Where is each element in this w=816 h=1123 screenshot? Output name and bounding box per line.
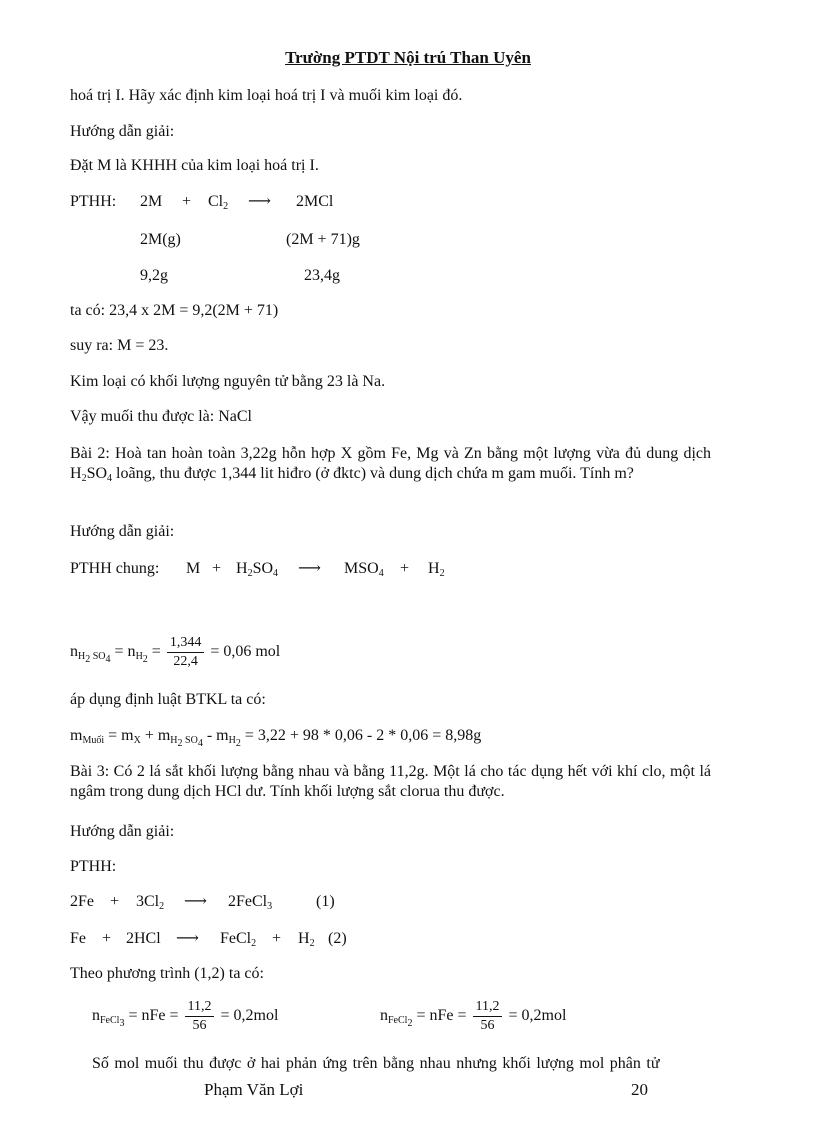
- arrow-icon: ⟶: [176, 930, 199, 947]
- text-line: áp dụng định luật BTKL ta có:: [70, 691, 266, 708]
- heading-huong-dan: Hướng dẫn giải:: [70, 823, 175, 840]
- heading-huong-dan: Hướng dẫn giải:: [70, 523, 175, 540]
- equation-1: PTHH: 2M + $Cl_2$ ⟶ 2MCl: [70, 193, 334, 212]
- arrow-icon: ⟶: [184, 893, 207, 910]
- text-line: Vậy muối thu được là: NaCl: [70, 408, 252, 425]
- text-line: PTHH:: [70, 858, 117, 875]
- fraction: $\frac{11,2}{56}$: [185, 998, 215, 1035]
- mass-row-2: 9,2g 23,4g: [140, 267, 340, 284]
- page-header-title: Trường PTDT Nội trú Than Uyên: [285, 48, 531, 67]
- text-line: Số mol muối thu được ở hai phản ứng trên bằng nhau nhưng khối lượng mol phân tử: [92, 1055, 660, 1072]
- page-number: 20: [631, 1080, 648, 1099]
- mass-row-1: 2M(g) (2M + 71)g: [140, 231, 360, 248]
- mol-calculation: $n_{H_2 SO_4} = n_{H_2}$ = $\frac{1,344}{22,4}$ = 0,06 mol: [70, 634, 281, 669]
- exercise-3: Bài 3: Có 2 lá sắt khối lượng bằng nhau và bằng 11,2g. Một lá cho tác dụng hết với khí clo, một lá ngâm trong dung dịch HCl dư. Tính khối lượng sắt clorua thu được.: [70, 763, 711, 800]
- arrow-icon: ⟶: [248, 193, 271, 210]
- text-line: Kim loại có khối lượng nguyên tử bằng 23 là Na.: [70, 373, 386, 390]
- arrow-icon: ⟶: [298, 560, 321, 577]
- mass-conservation: $m_{Muối} = m_X + m_{H_2 SO_4} - m_{H_2} = 3,22 + 98 * 0,06 - 2 * 0,06 = 8,98g$: [70, 727, 482, 749]
- fraction: $\frac{1,344}{22,4}$: [167, 634, 205, 671]
- text-line: suy ra: M = 23.: [70, 337, 169, 354]
- exercise-2: Bài 2: Hoà tan hoàn toàn 3,22g hỗn hợp X gồm Fe, Mg và Zn bằng một lượng vừa đủ dung dịch $H_2SO_4$ loãng, thu được 1,344 lit hiđro (ở đktc) và dung dịch chứa m gam muối. Tính m?: [70, 445, 711, 484]
- text-line: Đặt M là KHHH của kim loại hoá trị I.: [70, 157, 319, 174]
- formula-fecl2: $n_{FeCl_2}$ = nFe = $\frac{11,2}{56}$ = 0,2mol: [380, 998, 567, 1033]
- text-line: hoá trị I. Hãy xác định kim loại hoá trị I và muối kim loại đó.: [70, 87, 463, 104]
- fraction: $\frac{11,2}{56}$: [473, 998, 503, 1035]
- footer-author: Phạm Văn Lợi: [204, 1080, 304, 1099]
- equation-3: 2Fe + $3Cl_2$ ⟶ 2FeCl$_3$ (1): [70, 893, 335, 912]
- text-line: ta có: 23,4 x 2M = 9,2(2M + 71): [70, 302, 279, 319]
- text-line: Theo phương trình (1,2) ta có:: [70, 965, 264, 982]
- formula-fecl3: $n_{FeCl_3}$ = nFe = $\frac{11,2}{56}$ = 0,2mol: [92, 998, 279, 1033]
- equation-general: PTHH chung: M + $H_2SO_4$ ⟶ $MSO_4$ + $H_2$: [70, 560, 445, 579]
- heading-huong-dan: Hướng dẫn giải:: [70, 123, 175, 140]
- equation-4: Fe + 2HCl ⟶ FeCl$_2$ + $H_2$ (2): [70, 930, 347, 949]
